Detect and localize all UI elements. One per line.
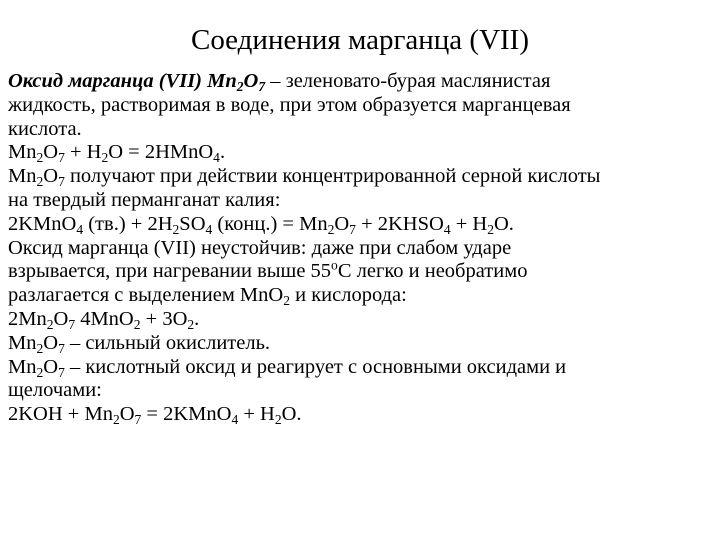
text-run: = 2KMnO — [141, 403, 232, 426]
subscript: 2 — [46, 316, 54, 332]
subscript: 2 — [236, 78, 244, 94]
slide-title: Соединения марганца (VII) — [190, 24, 529, 56]
text-line — [8, 141, 714, 165]
subscript: 7 — [68, 316, 76, 332]
text-run: C легко и необратимо — [337, 260, 528, 283]
text-run: 2KOH + Mn — [8, 403, 113, 426]
subscript: 4 — [205, 221, 213, 237]
text-run: Оксид марганца (VII) неустойчив: даже при слабом ударе — [8, 236, 512, 259]
text-line — [8, 356, 714, 380]
subscript: 2 — [283, 292, 290, 308]
text-run: O — [243, 70, 259, 92]
subscript: 4 — [213, 150, 220, 166]
subscript: 4 — [443, 221, 451, 237]
text-run: O — [53, 307, 69, 330]
subscript: 2 — [101, 150, 109, 166]
text-line — [8, 379, 714, 403]
subscript: 2 — [36, 173, 44, 189]
text-run: Mn — [8, 331, 37, 354]
text-run: + 2KHSO — [355, 212, 444, 235]
subscript: 4 — [231, 411, 239, 427]
text-run: + H — [238, 403, 275, 426]
text-run: 2KMnO — [8, 212, 77, 235]
subscript: 2 — [274, 411, 282, 427]
subscript: 7 — [134, 411, 142, 427]
text-run: на твердый перманганат калия: — [8, 188, 281, 211]
text-line — [8, 332, 714, 356]
text-run: . — [194, 307, 200, 330]
text-run: – кислотный оксид и реагирует с основными оксидами и — [64, 355, 567, 378]
text-line — [8, 213, 714, 237]
text-line — [8, 257, 714, 284]
subscript: 2 — [36, 150, 44, 166]
subscript: 7 — [58, 150, 65, 166]
text-line — [8, 403, 714, 427]
text-run: SO — [179, 212, 206, 235]
subscript: 7 — [58, 340, 65, 356]
subscript: 2 — [487, 221, 494, 237]
text-line — [8, 70, 714, 94]
text-line — [8, 118, 714, 142]
text-run: (конц.) = Mn — [212, 212, 328, 235]
text-line — [8, 189, 714, 213]
subscript: 7 — [349, 221, 356, 237]
text-run: . — [219, 141, 226, 164]
text-run: получают при действии концентрированной серной кислоты — [64, 165, 601, 188]
superscript: o — [331, 257, 338, 273]
text-run: O = 2HMnO — [108, 141, 214, 164]
text-run: Оксид марганца (VII) Mn — [8, 70, 237, 92]
text-run: O — [43, 331, 59, 354]
subscript: 2 — [187, 316, 195, 332]
text-line — [8, 284, 714, 308]
text-run: O. — [281, 403, 302, 426]
slide-body — [8, 70, 714, 427]
subscript: 2 — [133, 316, 141, 332]
subscript: 4 — [76, 221, 84, 237]
subscript: 2 — [112, 411, 120, 427]
text-line — [8, 308, 714, 332]
text-run: 2Mn — [8, 307, 47, 330]
text-line — [8, 237, 714, 261]
text-run: O — [43, 165, 59, 188]
text-run: – зеленовато-бурая маслянистая — [265, 70, 551, 92]
text-run: O — [119, 403, 135, 426]
text-line — [8, 165, 714, 189]
subscript: 2 — [172, 221, 180, 237]
text-run: O — [43, 355, 59, 378]
text-run: жидкость, растворимая в воде, при этом образуется марганцевая — [8, 93, 571, 116]
text-run: Mn — [8, 355, 37, 378]
text-run: взрывается, при нагревании выше 55 — [8, 260, 332, 283]
text-run: O — [334, 212, 350, 235]
text-run: + 3O — [140, 307, 188, 330]
subscript: 7 — [58, 173, 65, 189]
text-run: разлагается с выделением MnO — [8, 284, 284, 307]
text-run: 4MnO — [75, 307, 134, 330]
text-line — [8, 94, 714, 118]
subscript: 2 — [327, 221, 335, 237]
text-run: (тв.) + 2H — [83, 212, 173, 235]
text-run: Mn — [8, 141, 37, 164]
subscript: 7 — [258, 78, 266, 94]
text-run: щелочами: — [8, 379, 102, 402]
subscript: 7 — [58, 364, 65, 380]
text-run: и кислорода: — [289, 284, 407, 307]
text-run: + H — [450, 212, 488, 235]
subscript: 2 — [36, 340, 44, 356]
text-run: кислота. — [8, 117, 82, 140]
text-run: O. — [493, 212, 514, 235]
text-run: O — [43, 141, 59, 164]
text-run: Mn — [8, 165, 37, 188]
text-run: + H — [64, 141, 102, 164]
subscript: 2 — [36, 364, 44, 380]
text-run: – сильный окислитель. — [64, 331, 271, 354]
